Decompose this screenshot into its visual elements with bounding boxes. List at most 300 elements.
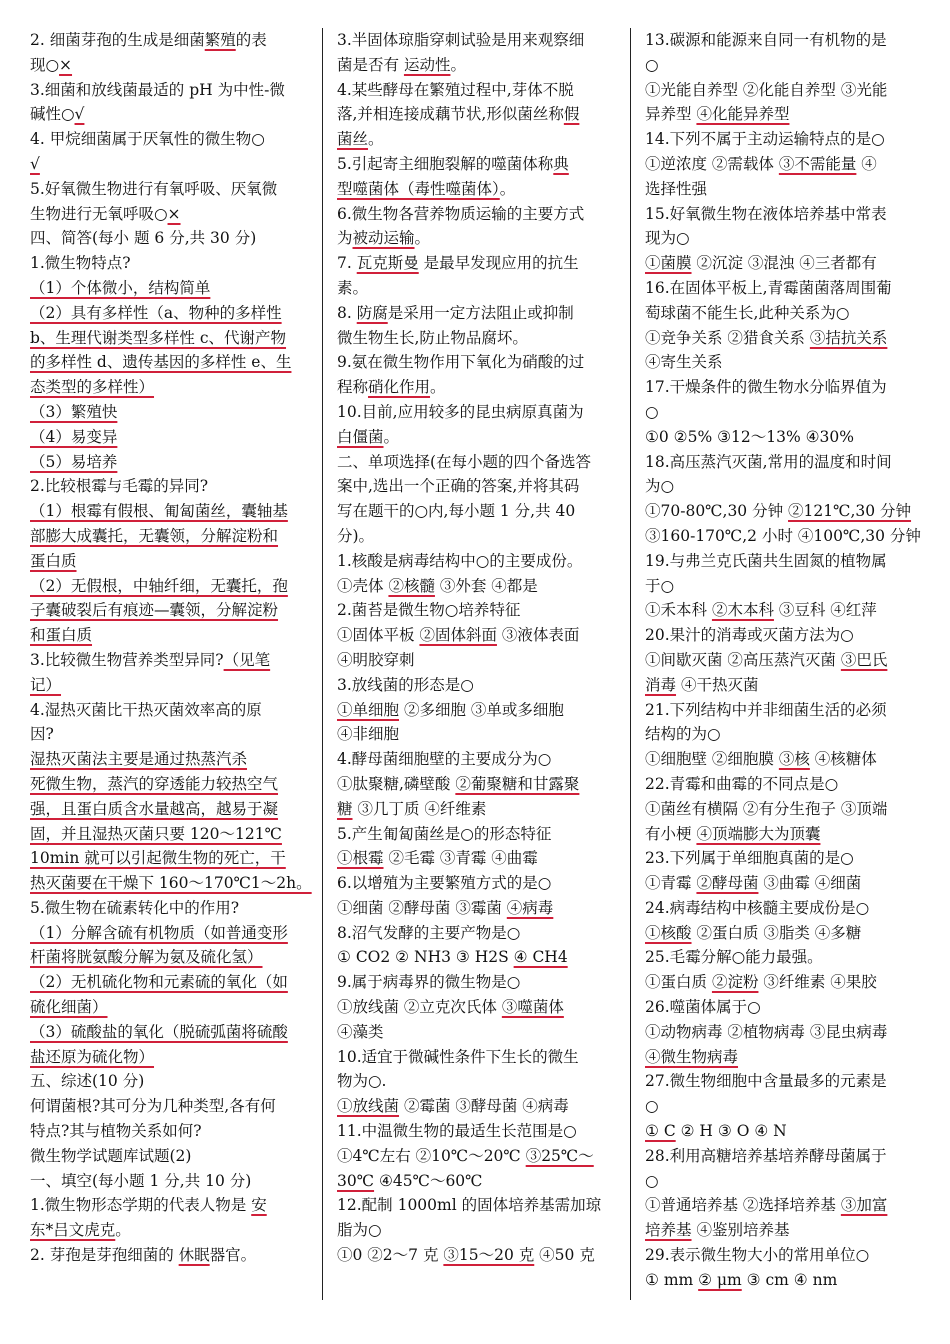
text-line [337,574,622,599]
text-line [337,1045,622,1070]
text-line [30,450,315,475]
text-line [337,598,622,623]
underlined-answer: ②121℃,30 分钟 [788,502,912,521]
text-line [337,326,622,351]
underlined-answer: ①菌膜 [645,254,692,273]
text-line [337,1144,622,1169]
text-line [645,1119,923,1144]
text-line [645,524,923,549]
text-segment: 6.微生物各营养物质运输的主要方式 [337,204,585,223]
text-line [645,28,923,53]
text-line [337,425,622,450]
text-segment: 3.比较微生物营养类型异同? [30,650,224,669]
text-line [30,623,315,648]
text-segment: 4.某些酵母在繁殖过程中,芽体不脱 [337,80,574,99]
text-segment: ③液体表面 [496,626,580,645]
text-segment: 案中,选出一个正确的答案,并将其码 [337,477,580,496]
text-line [30,127,315,152]
text-segment: 现为○ [645,229,690,248]
text-line [337,1193,622,1218]
underlined-answer: 强，且蛋白质含水量越高，越易于凝 [30,799,279,818]
text-line [337,722,622,747]
underlined-answer: 东*吕文虎克 [30,1221,116,1240]
text-line [30,1045,315,1070]
text-segment: 写在题干的○内,每小题 1 分,共 40 [337,502,576,521]
text-segment: ①肽聚糖,磷壁酸 [337,774,456,793]
text-line [337,1218,622,1243]
text-line [30,1193,315,1218]
text-segment: ④ [856,154,877,173]
text-segment: 是最早发现应用的抗生 [418,254,579,273]
text-line [30,598,315,623]
text-line [30,1243,315,1268]
text-segment: 1.微生物特点? [30,254,131,273]
text-segment: 27.微生物细胞中含量最多的元素是 [645,1072,887,1091]
text-segment: 21.下列结构中并非细菌生活的必须 [645,700,887,719]
column-divider-left [322,28,323,1300]
text-line [645,574,923,599]
text-segment: 2. 芽孢是芽孢细菌的 [30,1246,179,1265]
underlined-answer: √ [30,154,40,173]
text-segment: 4.酵母菌细胞壁的主要成分为○ [337,750,552,769]
text-segment: ③外套 ④都是 [434,576,538,595]
text-line [30,152,315,177]
text-line [337,673,622,698]
column-left [30,28,315,1268]
text-line [30,1169,315,1194]
underlined-answer: （见笔 [223,650,271,669]
text-line [337,400,622,425]
text-line [645,177,923,202]
text-segment: 一、填空(每小题 1 分,共 10 分) [30,1171,252,1190]
underlined-answer: ②酵母菌 [696,874,759,893]
text-segment: 9.氨在微生物作用下氧化为硝酸的过 [337,353,585,372]
text-line [337,822,622,847]
underlined-answer: × [167,204,181,223]
underlined-answer: ③噬菌体 [501,998,564,1017]
underlined-answer: 白僵菌 [337,427,384,446]
text-line [645,350,923,375]
text-line [645,970,923,995]
text-line [337,871,622,896]
text-segment: ③160-170℃,2 小时 ④100℃,30 分钟 [645,526,921,545]
underlined-answer: ③25℃～ [525,1146,594,1165]
text-line [30,1144,315,1169]
text-segment: ①细胞壁 ②细胞膜 [645,750,779,769]
text-line [30,202,315,227]
underlined-answer: 假 [563,105,580,124]
text-line [30,251,315,276]
text-segment: ① CO2 ② NH3 ③ H2S [337,948,514,967]
text-line [337,772,622,797]
underlined-answer: 记） [30,675,62,694]
text-line [337,970,622,995]
text-line [645,53,923,78]
text-line [30,921,315,946]
underlined-answer: √ [74,105,85,124]
text-line [645,375,923,400]
text-line [337,797,622,822]
text-segment: 现○ [30,55,60,74]
text-line [30,1020,315,1045]
text-line [645,772,923,797]
text-segment: ○ [645,1097,659,1116]
text-line [645,1020,923,1045]
text-segment: ①动物病毒 ②植物病毒 ③昆虫病毒 [645,1022,888,1041]
text-segment: 9.属于病毒界的微生物是○ [337,973,521,992]
text-segment: ②多细胞 ③单或多细胞 [399,700,564,719]
text-line [337,1243,622,1268]
text-segment: 有小梗 [645,824,697,843]
underlined-answer: 运动性 [403,55,451,74]
text-segment: 3.细菌和放线菌最适的 pH 为中性-微 [30,80,285,99]
text-line [30,425,315,450]
text-line [645,722,923,747]
text-segment: ③几丁质 ④纤维素 [352,799,487,818]
text-segment: 14.下列不属于主动运输特点的是○ [645,130,885,149]
text-segment: ① mm [645,1270,699,1289]
text-line [30,970,315,995]
underlined-answer: ②木本科 [711,601,774,620]
text-segment: 于○ [645,576,675,595]
text-segment: 素。 [337,278,369,297]
text-line [645,127,923,152]
text-line [337,152,622,177]
underlined-answer: ②固体斜面 [419,626,497,645]
text-line [30,896,315,921]
underlined-answer: 死微生物，蒸汽的穿透能力较热空气 [30,774,279,793]
underlined-answer: 被动运输 [352,229,415,248]
text-line [30,945,315,970]
text-segment: 12.配制 1000ml 的固体培养基需加琼 [337,1196,602,1215]
text-line [337,648,622,673]
text-line [645,1069,923,1094]
text-line [337,127,622,152]
text-line [337,226,622,251]
text-line [337,202,622,227]
text-line [30,648,315,673]
text-segment: ②沉淀 ③混浊 ④三者都有 [691,254,877,273]
text-segment: 10.目前,应用较多的昆虫病原真菌为 [337,402,584,421]
text-segment: 2.菌苔是微生物○培养特征 [337,601,521,620]
text-segment: ①菌丝有横隔 ②有分生孢子 ③顶端 [645,799,888,818]
text-segment: 7. [337,254,357,273]
underlined-answer: × [59,55,73,74]
underlined-answer: 休眠 [178,1246,210,1265]
text-segment: 生物进行无氧呼吸○ [30,204,168,223]
text-segment: 为○ [645,477,675,496]
text-segment: 微生物学试题库试题(2) [30,1146,192,1165]
text-line [337,375,622,400]
underlined-answer: （2）无假根，中轴纤细，无囊托，孢 [30,576,288,595]
text-segment: 25.毛霉分解○能力最强。 [645,948,823,967]
text-segment: ①逆浓度 ②需载体 [645,154,779,173]
underlined-answer: 蛋白质 [30,551,77,570]
text-segment: 五、综述(10 分) [30,1072,145,1091]
text-segment: 4. 甲烷细菌属于厌氧性的微生物○ [30,130,265,149]
text-segment: ④藻类 [337,1022,384,1041]
text-line [337,921,622,946]
text-line [645,846,923,871]
text-segment: ④鉴别培养基 [691,1221,790,1240]
text-line [30,871,315,896]
underlined-answer: （1）个体微小，结构简单 [30,278,211,297]
text-line [337,1020,622,1045]
text-segment: ④核糖体 [809,750,877,769]
text-segment: 异养型 [645,105,697,124]
text-segment: ①0 ②5% ③12～13% ④30% [645,427,854,446]
underlined-answer: ④顶端膨大为顶囊 [696,824,821,843]
text-segment: 5.微生物在硫素转化中的作用? [30,898,240,917]
text-line [645,1243,923,1268]
text-line [337,450,622,475]
text-segment: ③ cm ④ nm [741,1270,838,1289]
text-line [645,301,923,326]
text-segment: ①4℃左右 ②10℃～20℃ [337,1146,526,1165]
underlined-answer: 30℃ [337,1171,375,1190]
text-segment: 26.噬菌体属于○ [645,998,761,1017]
underlined-answer: 固，并且湿热灭菌只要 120～121℃ [30,824,282,843]
text-line [337,1094,622,1119]
text-line [645,797,923,822]
text-segment: 脂为○ [337,1221,382,1240]
text-segment: ①放线菌 ②立克次氏体 [337,998,502,1017]
underlined-answer: 瓦克斯曼 [356,254,419,273]
column-divider-right [630,28,631,1300]
text-line [30,301,315,326]
text-line [30,78,315,103]
text-line [645,921,923,946]
text-segment: ①间歇灭菌 ②高压蒸汽灭菌 [645,650,841,669]
underlined-answer: ③拮抗关系 [809,328,888,347]
text-line [645,102,923,127]
text-line [30,747,315,772]
text-segment: ①蛋白质 [645,973,712,992]
column-right [645,28,923,1293]
text-segment: 5.产生匍匐菌丝是○的形态特征 [337,824,552,843]
text-segment: 落,并相连接成藕节状,形似菌丝称 [337,105,564,124]
text-line [645,896,923,921]
text-segment: ①固体平板 [337,626,420,645]
text-segment: 24.病毒结构中核髓主要成份是○ [645,898,870,917]
text-segment: 碱性○ [30,105,75,124]
underlined-answer: 繁殖 [204,31,236,49]
underlined-answer: （3）繁殖快 [30,402,118,421]
underlined-answer: （5）易培养 [30,452,118,471]
text-segment: ①普通培养基 ②选择培养基 [645,1196,841,1215]
text-line [337,747,622,772]
text-line [337,499,622,524]
underlined-answer: ①核酸 [645,923,692,942]
underlined-answer: 杆菌将胱氨酸分解为氨及硫化氢） [30,948,263,967]
underlined-answer: 典 [553,154,569,173]
text-segment: 23.下列属于单细胞真菌的是○ [645,849,854,868]
text-line [30,772,315,797]
text-line [645,1169,923,1194]
underlined-answer: ③不需能量 [778,154,857,173]
text-line [30,53,315,78]
text-line [645,251,923,276]
text-segment: 选择性强 [645,179,708,198]
text-segment: ③豆科 ④红萍 [773,601,877,620]
underlined-answer: ③15～20 克 [443,1246,535,1265]
text-segment: 二、单项选择(在每小题的四个备选答 [337,452,592,471]
text-line [30,524,315,549]
text-line [645,698,923,723]
text-segment: 因? [30,725,54,744]
underlined-answer: ②淀粉 [711,973,759,992]
underlined-answer: ④ CH4 [513,948,568,967]
text-line [645,1218,923,1243]
text-line [645,549,923,574]
text-line [30,400,315,425]
text-line [645,276,923,301]
text-segment: 四、简答(每小 题 6 分,共 30 分) [30,229,257,248]
underlined-answer: 的多样性 d、遗传基因的多样性 e、生 [30,353,292,372]
text-segment: ④寄生关系 [645,353,723,372]
text-segment: 6.以增殖为主要繁殖方式的是○ [337,874,552,893]
underlined-answer: 态类型的多样性） [30,378,155,397]
underlined-answer: ①根霉 [337,849,384,868]
text-line [337,995,622,1020]
text-segment: ①70-80℃,30 分钟 [645,502,789,521]
text-segment: ④干热灭菌 [676,675,759,694]
text-line [645,1094,923,1119]
text-line [337,251,622,276]
underlined-answer: （1）分解含硫有机物质（如普通变形 [30,923,288,942]
text-segment: 菌是否有 [337,55,404,74]
text-segment: 分)。 [337,526,375,545]
text-line [337,28,622,53]
text-line [645,623,923,648]
text-segment: 22.青霉和曲霉的不同点是○ [645,774,839,793]
text-segment: 是采用一定方法阻止或抑制 [387,303,574,322]
text-segment: ④非细胞 [337,725,400,744]
text-segment: ○ [645,55,659,74]
underlined-answer: 培养基 [645,1221,692,1240]
text-line [337,53,622,78]
text-line [337,1119,622,1144]
text-segment: ○ [645,402,659,421]
text-segment: ③纤维素 ④果胶 [758,973,877,992]
text-line [337,698,622,723]
text-segment: 程称 [337,378,369,397]
underlined-answer: 防腐 [356,303,388,322]
text-segment: 。 [414,229,431,248]
underlined-answer: 子囊破裂后有痕迹—囊领，分解淀粉 [30,601,279,620]
text-segment: ③曲霉 ④细菌 [758,874,862,893]
text-line [645,400,923,425]
text-segment: 18.高压蒸汽灭菌,常用的温度和时间 [645,452,892,471]
text-segment: 结构的为○ [645,725,721,744]
text-segment: 1.微生物形态学期的代表人物是 [30,1196,252,1215]
underlined-answer: （1）根霉有假根、匍匐菌丝，囊轴基 [30,502,288,521]
text-segment: 19.与弗兰克氏菌共生固氮的植物属 [645,551,887,570]
text-line [30,722,315,747]
text-line [30,499,315,524]
text-line [30,1094,315,1119]
underlined-answer: ② μm [698,1270,742,1289]
text-line [645,945,923,970]
underlined-answer: ③巴氏 [840,650,888,669]
column-middle [337,28,622,1268]
text-line [337,102,622,127]
underlined-answer: ③核 [778,750,810,769]
text-segment: 5.好氧微生物进行有氧呼吸、厌氧微 [30,179,278,198]
underlined-answer: 硝化作用 [368,378,431,397]
underlined-answer: ②核髓 [388,576,435,595]
text-line [645,598,923,623]
text-line [337,846,622,871]
text-line [30,177,315,202]
text-line [337,350,622,375]
text-segment: 16.在固体平板上,青霉菌菌落周围葡 [645,278,892,297]
text-segment: 3.放线菌的形态是○ [337,675,474,694]
text-line [337,1169,622,1194]
text-line [337,177,622,202]
text-segment: 1.核酸是病毒结构中○的主要成份。 [337,551,583,570]
text-line [337,549,622,574]
text-segment: ②蛋白质 ③脂类 ④多糖 [691,923,862,942]
text-line [30,226,315,251]
text-segment: 11.中温微生物的最适生长范围是○ [337,1122,577,1141]
text-segment: 4.湿热灭菌比干热灭菌效率高的原 [30,700,262,719]
text-line [645,152,923,177]
underlined-answer: ④化能异养型 [696,105,790,124]
text-line [645,822,923,847]
underlined-answer: 型噬菌体（毒性噬菌体） [337,179,500,198]
underlined-answer: ②葡聚糖和甘露聚 [455,774,580,793]
underlined-answer: 消毒 [645,675,677,694]
underlined-answer: ④微生物病毒 [645,1047,739,1066]
underlined-answer: 和蛋白质 [30,626,93,645]
text-line [645,673,923,698]
text-line [337,524,622,549]
text-segment: ②毛霉 ③青霉 ④曲霉 [383,849,538,868]
underlined-answer: 糖 [337,799,353,818]
underlined-answer: 硫化细菌） [30,998,108,1017]
text-line [337,301,622,326]
text-segment: 3.半固体琼脂穿刺试验是用来观察细 [337,31,585,49]
underlined-answer: ① C [645,1122,676,1141]
text-segment: 20.果汁的消毒或灭菌方法为○ [645,626,854,645]
text-segment: 5.引起寄主细胞裂解的噬菌体称 [337,154,554,173]
text-line [337,78,622,103]
text-segment: 8. [337,303,357,322]
text-line [645,499,923,524]
text-line [30,549,315,574]
text-segment: 为 [337,229,353,248]
text-line [30,797,315,822]
text-segment: ①光能自养型 ②化能自养型 ③光能 [645,80,888,99]
text-line [337,945,622,970]
text-segment: 器官。 [209,1246,257,1265]
underlined-answer: b、生理代谢类型多样性 c、代谢产物 [30,328,287,347]
underlined-answer: ①放线菌 [337,1097,400,1116]
text-segment: ④45℃～60℃ [374,1171,483,1190]
text-line [645,1045,923,1070]
text-line [337,474,622,499]
text-line [30,673,315,698]
text-line [30,102,315,127]
underlined-answer: ④病毒 [506,898,554,917]
text-line [645,871,923,896]
underlined-answer: 菌丝 [337,130,369,149]
text-segment: 。 [450,55,466,74]
text-line [645,326,923,351]
text-segment: 。 [368,130,384,149]
text-segment: ④50 克 [534,1246,595,1265]
